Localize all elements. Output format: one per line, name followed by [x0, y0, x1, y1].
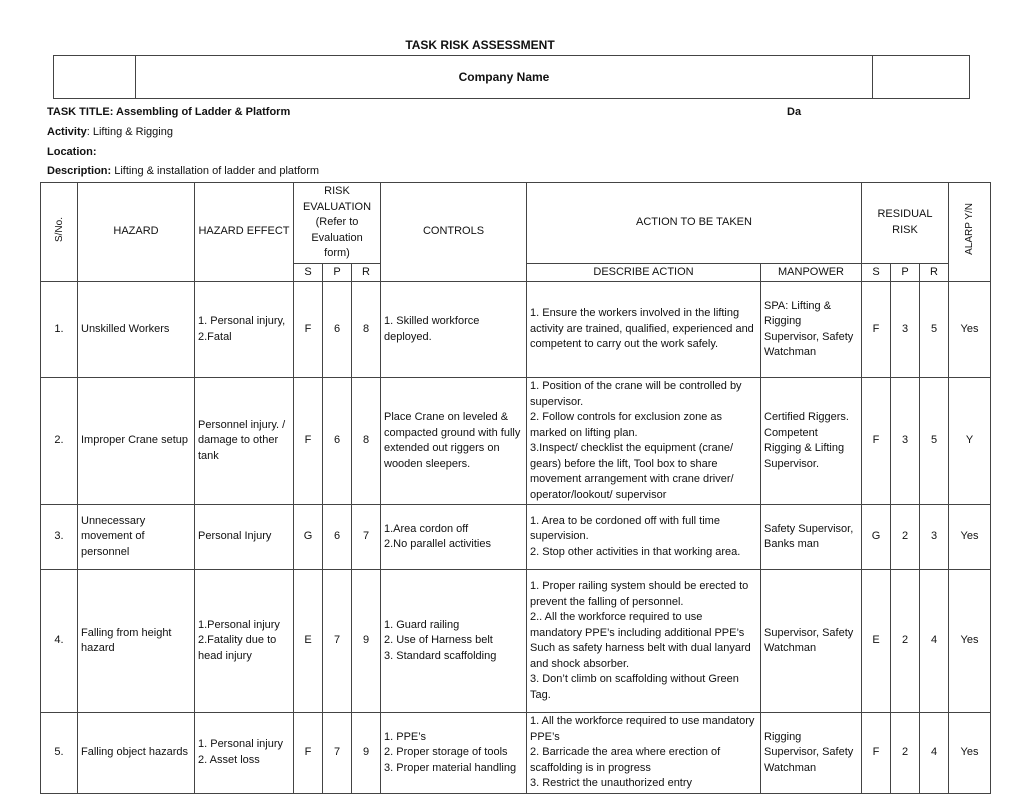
col-describe-action: DESCRIBE ACTION — [527, 263, 761, 282]
row-alarp: Yes — [949, 505, 991, 570]
date-label: Da — [787, 106, 802, 118]
row-sno: 3. — [41, 505, 78, 570]
row-manpower: Rigging Supervisor, Safety Watchman — [761, 713, 862, 794]
row-sno: 5. — [41, 713, 78, 794]
activity-value: : Lifting & Rigging — [86, 126, 173, 138]
description-line — [47, 165, 319, 177]
row-residual-p: 3 — [891, 378, 920, 505]
col-residual-s: S — [862, 263, 891, 282]
activity-label: Activity — [47, 126, 87, 138]
row-hazard: Unskilled Workers — [78, 282, 195, 378]
row-action: 1. Position of the crane will be controlled by supervisor. 2. Follow controls for exclusion zone as marked on lifting plan. 3.Inspect/ checklist the equipment (crane/ gears) before the lift, Tool box to share movement arrangement with crane driver/ operator/lookout/ supervisor — [527, 378, 761, 505]
row-residual-r: 5 — [920, 378, 949, 505]
row-s: F — [294, 282, 323, 378]
row-sno: 1. — [41, 282, 78, 378]
row-p: 6 — [323, 282, 352, 378]
row-action: 1. Proper railing system should be erected to prevent the falling of personnel. 2.. All the workforce required to use mandatory PPE’s including additional PPE’s Such as safety harness belt with dual lanyard and shock absorber. 3. Don’t climb on scaffolding without Green Tag. — [527, 570, 761, 713]
row-p: 7 — [323, 713, 352, 794]
task-title-value: : Assembling of Ladder & Platform — [109, 106, 291, 118]
col-s: S — [294, 263, 323, 282]
row-controls: 1. Guard railing 2. Use of Harness belt 3. Standard scaffolding — [381, 570, 527, 713]
row-r: 8 — [352, 282, 381, 378]
row-hazard: Improper Crane setup — [78, 378, 195, 505]
row-s: E — [294, 570, 323, 713]
row-residual-s: E — [862, 570, 891, 713]
logo-cell — [54, 56, 136, 98]
col-controls: CONTROLS — [381, 183, 527, 282]
row-r: 7 — [352, 505, 381, 570]
row-residual-p: 2 — [891, 570, 920, 713]
table-row — [41, 282, 991, 378]
row-effect: Personal Injury — [195, 505, 294, 570]
row-s: F — [294, 378, 323, 505]
row-controls: Place Crane on leveled & compacted ground with fully extended out riggers on wooden sleepers. — [381, 378, 527, 505]
row-alarp: Yes — [949, 282, 991, 378]
col-hazard-effect: HAZARD EFFECT — [195, 183, 294, 282]
row-r: 9 — [352, 570, 381, 713]
row-residual-p: 2 — [891, 713, 920, 794]
table-row — [41, 713, 991, 794]
row-hazard: Unnecessary movement of personnel — [78, 505, 195, 570]
row-r: 8 — [352, 378, 381, 505]
row-residual-r: 3 — [920, 505, 949, 570]
row-sno: 2. — [41, 378, 78, 505]
row-s: G — [294, 505, 323, 570]
row-alarp: Y — [949, 378, 991, 505]
row-p: 7 — [323, 570, 352, 713]
table-row — [41, 505, 991, 570]
location-label: Location: — [47, 146, 97, 158]
col-risk-evaluation: RISK EVALUATION (Refer to Evaluation form) — [294, 183, 381, 264]
row-effect: 1.Personal injury 2.Fatality due to head injury — [195, 570, 294, 713]
row-controls: 1. PPE’s 2. Proper storage of tools 3. Proper material handling — [381, 713, 527, 794]
row-manpower: SPA: Lifting & Rigging Supervisor, Safety Watchman — [761, 282, 862, 378]
document-title: TASK RISK ASSESSMENT — [405, 38, 555, 52]
row-sno: 4. — [41, 570, 78, 713]
row-manpower: Supervisor, Safety Watchman — [761, 570, 862, 713]
row-p: 6 — [323, 378, 352, 505]
row-effect: 1. Personal injury, 2.Fatal — [195, 282, 294, 378]
doc-info-cell — [872, 56, 969, 98]
row-action: 1. Ensure the workers involved in the lifting activity are trained, qualified, experienced and competent to carry out the work safely. — [527, 282, 761, 378]
row-alarp: Yes — [949, 713, 991, 794]
table-row — [41, 570, 991, 713]
row-residual-r: 4 — [920, 570, 949, 713]
col-residual-risk: RESIDUAL RISK — [862, 183, 949, 264]
row-residual-s: F — [862, 378, 891, 505]
location-line — [47, 146, 97, 158]
row-controls: 1. Skilled workforce deployed. — [381, 282, 527, 378]
row-effect: 1. Personal injury 2. Asset loss — [195, 713, 294, 794]
table-row — [41, 378, 991, 505]
company-header-box — [53, 55, 970, 99]
col-residual-p: P — [891, 263, 920, 282]
description-value: Lifting & installation of ladder and platform — [111, 165, 320, 177]
row-residual-r: 4 — [920, 713, 949, 794]
row-alarp: Yes — [949, 570, 991, 713]
company-name: Company Name — [458, 70, 550, 84]
row-r: 9 — [352, 713, 381, 794]
row-residual-s: F — [862, 282, 891, 378]
risk-assessment-table — [40, 182, 991, 794]
col-r: R — [352, 263, 381, 282]
task-title-label: TASK TITLE — [47, 106, 110, 118]
row-controls: 1.Area cordon off 2.No parallel activities — [381, 505, 527, 570]
row-action: 1. Area to be cordoned off with full time supervision. 2. Stop other activities in that working area. — [527, 505, 761, 570]
col-p: P — [323, 263, 352, 282]
description-label: Description: — [47, 165, 112, 177]
col-alarp: ALARP Y/N — [949, 183, 991, 282]
row-p: 6 — [323, 505, 352, 570]
col-sno: S/No. — [41, 183, 78, 282]
row-action: 1. All the workforce required to use mandatory PPE’s 2. Barricade the area where erection of scaffolding is in progress 3. Restrict the unauthorized entry — [527, 713, 761, 794]
row-hazard: Falling from height hazard — [78, 570, 195, 713]
row-residual-s: G — [862, 505, 891, 570]
activity-line — [47, 126, 173, 138]
row-residual-r: 5 — [920, 282, 949, 378]
col-hazard: HAZARD — [78, 183, 195, 282]
row-residual-p: 2 — [891, 505, 920, 570]
col-manpower: MANPOWER — [761, 263, 862, 282]
row-manpower: Safety Supervisor, Banks man — [761, 505, 862, 570]
row-s: F — [294, 713, 323, 794]
row-hazard: Falling object hazards — [78, 713, 195, 794]
col-residual-r: R — [920, 263, 949, 282]
task-title-line — [47, 106, 290, 118]
row-manpower: Certified Riggers. Competent Rigging & Lifting Supervisor. — [761, 378, 862, 505]
row-residual-s: F — [862, 713, 891, 794]
col-action: ACTION TO BE TAKEN — [527, 183, 862, 264]
row-residual-p: 3 — [891, 282, 920, 378]
row-effect: Personnel injury. / damage to other tank — [195, 378, 294, 505]
